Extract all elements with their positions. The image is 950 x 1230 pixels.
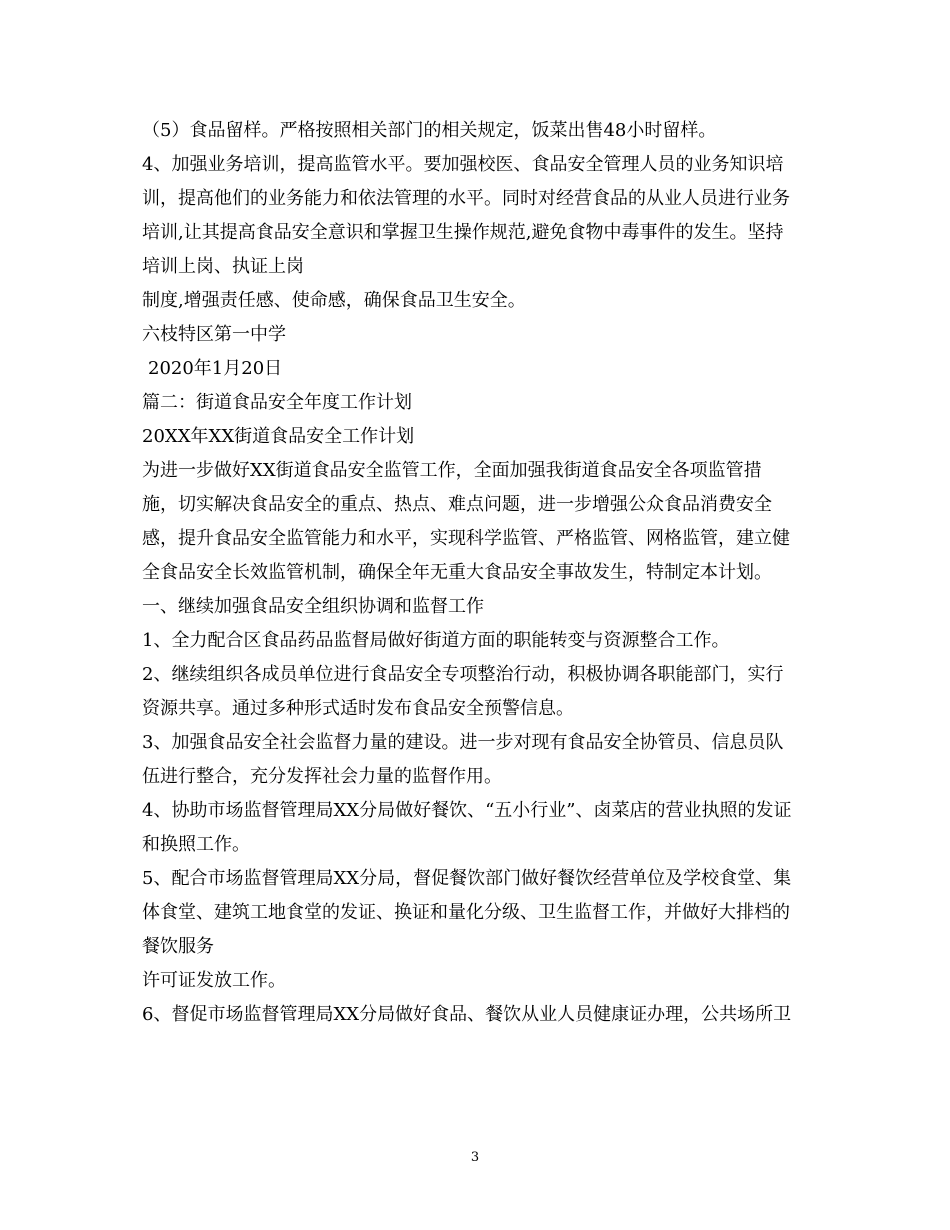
text-line-6: 制度,增强责任感、使命感，确保食品卫生安全。 [142, 290, 526, 311]
text-line-20: 伍进行整合，充分发挥社会力量的监督作用。 [142, 766, 502, 787]
document-body [142, 114, 814, 1032]
text-line-1: （5）食品留样。严格按照相关部门的相关规定，饭菜出售48小时留样。 [142, 120, 717, 141]
text-line-14: 全食品安全长效监管机制，确保全年无重大食品安全事故发生，特制定本计划。 [142, 562, 772, 583]
subheading-1: 一、继续加强食品安全组织协调和监督工作 [142, 596, 484, 617]
text-line-5: 培训上岗、执证上岗 [142, 256, 304, 277]
text-line-24: 体食堂、建筑工地食堂的发证、换证和量化分级、卫生监督工作，并做好大排档的 [142, 902, 790, 923]
text-line-23: 5、配合市场监督管理局XX分局，督促餐饮部门做好餐饮经营单位及学校食堂、集 [142, 868, 792, 889]
text-line-27: 6、督促市场监督管理局XX分局做好食品、餐饮从业人员健康证办理，公共场所卫 [142, 1004, 792, 1025]
text-line-16: 1、全力配合区食品药品监督局做好街道方面的职能转变与资源整合工作。 [142, 630, 730, 651]
text-line-2: 4、加强业务培训，提高监管水平。要加强校医、食品安全管理人员的业务知识培 [142, 154, 784, 175]
text-line-4: 培训,让其提高食品安全意识和掌握卫生操作规范,避免食物中毒事件的发生。坚持 [142, 222, 784, 243]
signature-date: 2020年1月20日 [148, 358, 283, 379]
signature-school: 六枝特区第一中学 [142, 324, 286, 345]
text-line-11: 为进一步做好XX街道食品安全监管工作，全面加强我街道食品安全各项监管措 [142, 460, 762, 481]
text-line-26: 许可证发放工作。 [142, 970, 286, 991]
page-number: 3 [470, 1150, 480, 1165]
text-line-18: 资源共享。通过多种形式适时发布食品安全预警信息。 [142, 698, 574, 719]
text-line-12: 施，切实解决食品安全的重点、热点、难点问题，进一步增强公众食品消费安全 [142, 494, 772, 515]
document-title: 20XX年XX街道食品安全工作计划 [142, 426, 415, 447]
text-line-3: 训，提高他们的业务能力和依法管理的水平。同时对经营食品的从业人员进行业务 [142, 188, 790, 209]
text-line-19: 3、加强食品安全社会监督力量的建设。进一步对现有食品安全协管员、信息员队 [142, 732, 784, 753]
text-line-13: 感，提升食品安全监管能力和水平，实现科学监管、严格监管、网格监管，建立健 [142, 528, 790, 549]
section-heading: 篇二：街道食品安全年度工作计划 [142, 392, 412, 413]
text-line-21: 4、协助市场监督管理局XX分局做好餐饮、“五小行业”、卤菜店的营业执照的发证 [142, 800, 792, 821]
text-line-25: 餐饮服务 [142, 936, 214, 957]
text-line-22: 和换照工作。 [142, 834, 250, 855]
text-line-17: 2、继续组织各成员单位进行食品安全专项整治行动，积极协调各职能部门，实行 [142, 664, 784, 685]
